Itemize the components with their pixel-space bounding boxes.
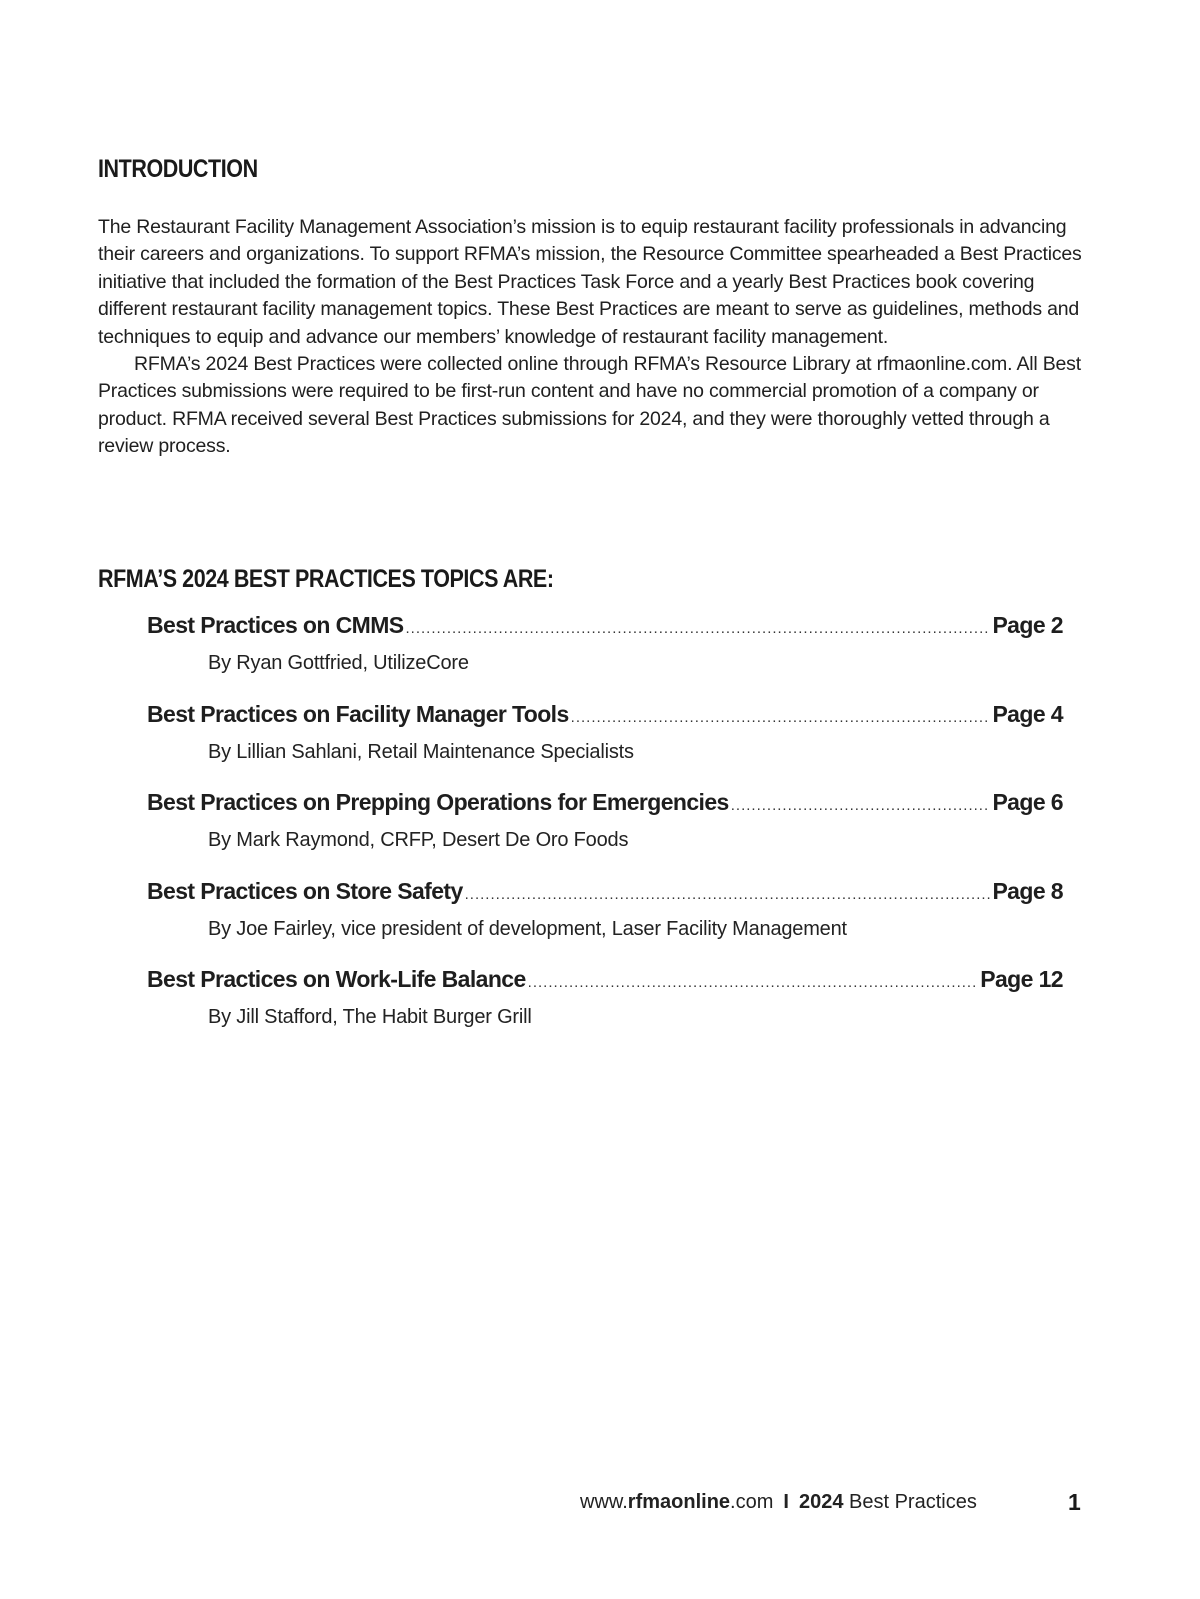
footer-url-prefix: www. — [580, 1491, 628, 1513]
toc-entry-title: Best Practices on Work-Life Balance — [147, 966, 526, 992]
toc-dot-leader — [528, 974, 979, 991]
toc-entry-page: Page 12 — [980, 966, 1063, 992]
introduction-paragraph-1: The Restaurant Facility Management Association’s mission is to equip restaurant facility professionals in advancing their careers and organizations. To support RFMA’s mission, the Resource Committee spearheaded a Best Practices initiative that included the formation of the Best Practices Task Force and a yearly Best Practices book covering different restaurant facility management topics. These Best Practices are meant to serve as guidelines, methods and techniques to equip and advance our members’ knowledge of restaurant facility management. — [98, 216, 1082, 348]
introduction-body — [98, 214, 1088, 461]
page-footer — [580, 1491, 1080, 1514]
footer-url-domain: rfmaonline — [627, 1491, 731, 1513]
toc-entry-facility-manager-tools — [147, 701, 1063, 790]
toc-entry-page: Page 2 — [992, 612, 1063, 638]
introduction-paragraph-2: RFMA’s 2024 Best Practices were collected online through RFMA’s Resource Library at rfmaonline.com. All Best Practices submissions were required to be first-run content and have no commercial promotion of a company or product. RFMA received several Best Practices submissions for 2024, and they were thoroughly vetted through a review process. — [98, 353, 1081, 458]
toc-entry-page: Page 6 — [992, 789, 1063, 815]
toc-entry-author: By Ryan Gottfried, UtilizeCore — [208, 652, 469, 674]
footer-separator: I — [783, 1491, 789, 1513]
toc-entry-title: Best Practices on Prepping Operations for Emergencies — [147, 789, 729, 815]
toc-entry-prepping-operations — [147, 789, 1063, 878]
toc-entry-cmms — [147, 612, 1063, 701]
toc-line — [147, 878, 1063, 914]
toc-entry-page: Page 8 — [992, 877, 1063, 904]
toc-entry-author: By Jill Stafford, The Habit Burger Grill — [208, 1006, 532, 1028]
toc-entry-author: By Mark Raymond, CRFP, Desert De Oro Foods — [208, 829, 629, 851]
toc-line — [147, 612, 1063, 648]
toc-entry-store-safety — [147, 878, 1063, 967]
toc-dot-leader — [571, 709, 991, 726]
toc-dot-leader — [465, 886, 991, 903]
toc-line — [147, 966, 1063, 1002]
footer-publication: Best Practices — [843, 1491, 977, 1513]
footer-url — [580, 1491, 773, 1513]
toc-entry-title: Best Practices on Facility Manager Tools — [147, 700, 569, 727]
toc-entry-author: By Joe Fairley, vice president of development, Laser Facility Management — [208, 917, 847, 940]
toc-entry-title: Best Practices on Store Safety — [147, 877, 463, 904]
toc-line — [147, 701, 1063, 737]
toc-dot-leader — [406, 620, 991, 637]
footer-year: 2024 — [798, 1491, 844, 1513]
toc-line — [147, 789, 1063, 825]
page-number: 1 — [1068, 1489, 1081, 1515]
toc-entry-author: By Lillian Sahlani, Retail Maintenance Specialists — [208, 740, 634, 763]
table-of-contents — [147, 612, 1063, 1055]
topics-heading: RFMA’S 2024 BEST PRACTICES TOPICS ARE: — [98, 565, 554, 593]
toc-entry-work-life-balance — [147, 966, 1063, 1055]
introduction-heading: INTRODUCTION — [98, 155, 258, 183]
toc-dot-leader — [731, 797, 991, 814]
footer-url-suffix: .com — [730, 1491, 774, 1513]
toc-entry-title: Best Practices on CMMS — [147, 612, 404, 638]
toc-entry-page: Page 4 — [992, 700, 1063, 727]
